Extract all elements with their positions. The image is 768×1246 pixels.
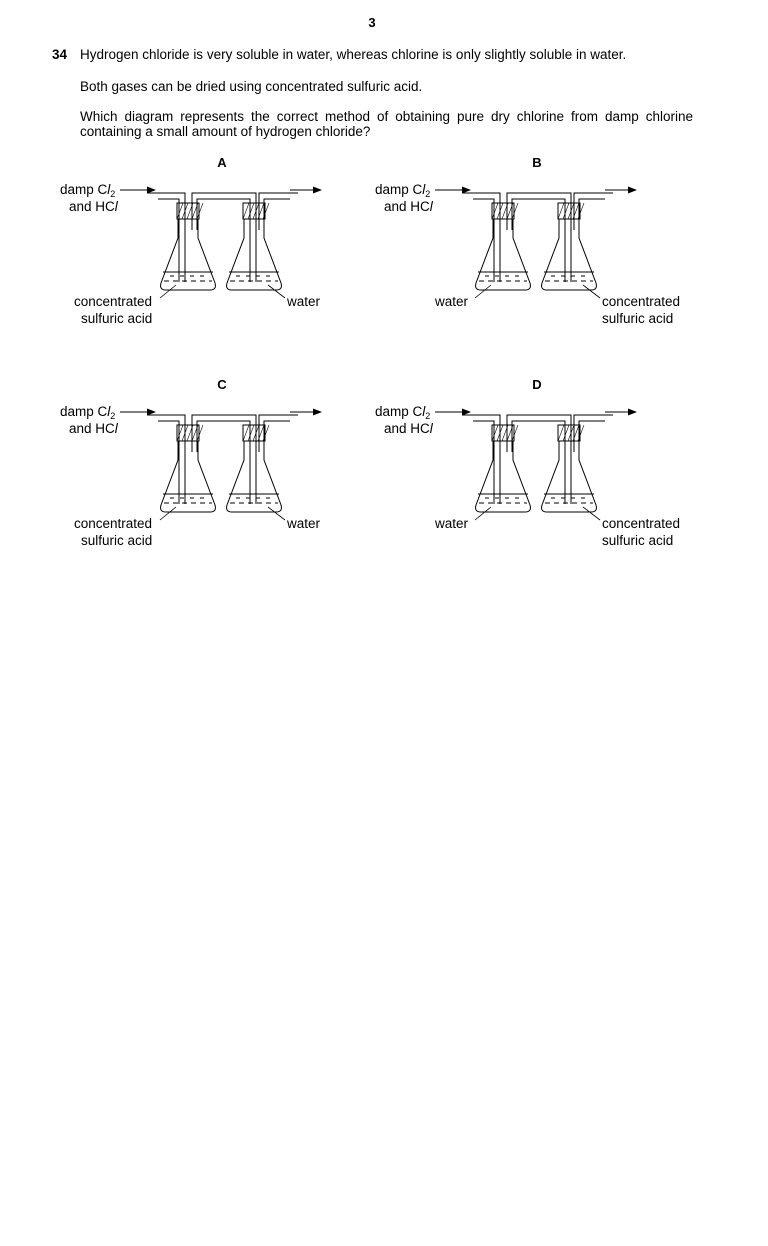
page-number: 3 [368, 15, 376, 30]
first-flask-label: concentrated [74, 516, 153, 531]
connector-tube-inner [512, 421, 565, 504]
connector-tube-inner [197, 421, 250, 504]
first-flask-label: water [435, 294, 469, 309]
question-statement: Hydrogen chloride is very soluble in water, whereas chlorine is only slightly soluble in water. [80, 47, 627, 62]
option-label-a: A [217, 155, 227, 170]
second-flask-label: concentrated [602, 294, 681, 309]
outlet-arrow-head [628, 187, 637, 194]
outlet-tube-inner [579, 421, 605, 452]
gas-inlet-label: damp $Cl_2$ [375, 182, 431, 199]
gas-inlet-label: damp $Cl_2$ [60, 182, 116, 199]
option-label-c: C [217, 377, 227, 392]
inlet-arrow-head [147, 187, 156, 194]
first-flask-label-2: sulfuric acid [81, 311, 153, 326]
inlet-arrow-head [462, 187, 471, 194]
outlet-tube-inner [264, 421, 290, 452]
question-prompt-line-1: Which diagram represents the correct method of obtaining pure dry chlorine from damp chlorine [80, 109, 693, 124]
option-label-b: B [532, 155, 542, 170]
gas-inlet-label-2: and HCl [384, 199, 433, 214]
flask-outline [476, 435, 531, 512]
gas-inlet-label: damp $Cl_2$ [60, 404, 116, 421]
inlet-arrow-head [147, 409, 156, 416]
leader-line-right [268, 507, 285, 520]
first-flask-label: water [435, 516, 469, 531]
flask-outline [161, 435, 216, 512]
gas-inlet-label: damp $Cl_2$ [375, 404, 431, 421]
gas-inlet-label-2: and HCl [69, 199, 118, 214]
gas-inlet-label-2: and HCl [69, 421, 118, 436]
second-flask-label: concentrated [602, 516, 681, 531]
leader-line-right [583, 507, 600, 520]
leader-line-left [475, 507, 491, 520]
inlet-tube-inner [158, 421, 179, 504]
second-flask-label: water [287, 294, 321, 309]
leader-line-left [160, 507, 176, 520]
inlet-tube-inner [473, 421, 494, 504]
first-flask-label-2: sulfuric acid [81, 533, 153, 548]
apparatus-diagram-d [315, 222, 768, 1246]
inlet-arrow-head [462, 409, 471, 416]
second-flask-label: water [287, 516, 321, 531]
question-number: 34 [52, 47, 68, 62]
question-statement-2: Both gases can be dried using concentrated sulfuric acid. [80, 79, 423, 94]
apparatus-group [120, 409, 322, 521]
second-flask-label-2: sulfuric acid [602, 311, 674, 326]
first-flask-label: concentrated [74, 294, 153, 309]
option-label-d: D [532, 377, 542, 392]
flask-outline [542, 435, 597, 512]
question-prompt-line-2: containing a small amount of hydrogen chloride? [80, 124, 371, 139]
second-flask-label-2: sulfuric acid [602, 533, 674, 548]
outlet-arrow-head [628, 409, 637, 416]
flask-outline [227, 435, 282, 512]
apparatus-group [435, 409, 637, 521]
gas-inlet-label-2: and HCl [384, 421, 433, 436]
